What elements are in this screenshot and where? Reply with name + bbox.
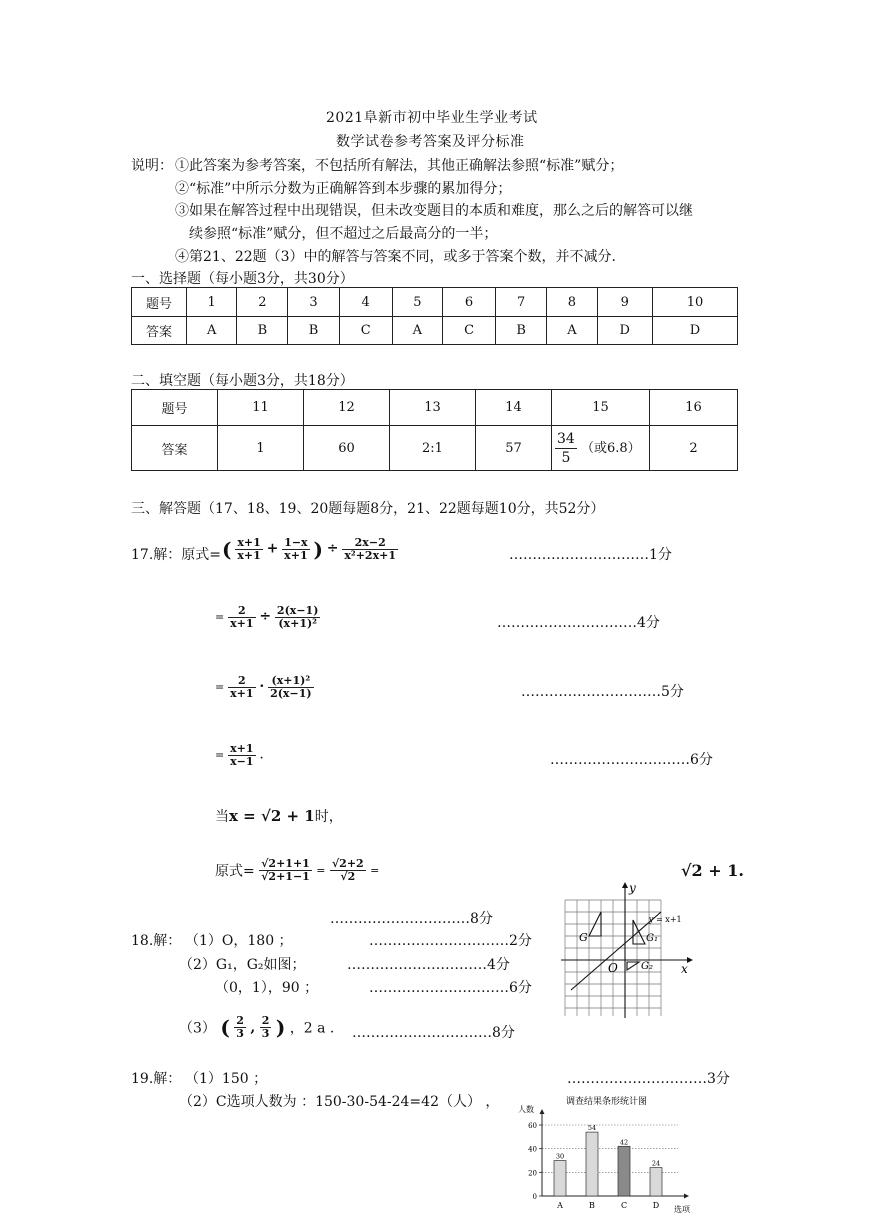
category-label: C xyxy=(620,1201,628,1210)
part-label: （3） xyxy=(179,1020,216,1037)
final-prefix: 原式= xyxy=(215,863,255,880)
table-cell: C xyxy=(443,317,496,345)
frac-num: 2 xyxy=(228,675,255,688)
period: . xyxy=(259,746,264,763)
table-cell: 5 xyxy=(392,288,442,317)
y-tick-label: 20 xyxy=(528,1169,537,1178)
frac-num: 2 xyxy=(228,605,255,618)
table-cell: 1 xyxy=(187,288,237,317)
row-label: 答案 xyxy=(132,317,187,345)
grid-lines xyxy=(565,900,661,1016)
table-cell: B xyxy=(496,317,547,345)
score-line: …………………………8分 xyxy=(352,1025,515,1041)
frac-num: 2 xyxy=(236,1014,244,1027)
score-line: …………………………4分 xyxy=(497,615,660,631)
q19-line2: （2）C选项人数为 ：150-30-54-24=42（人） ， xyxy=(179,1094,500,1110)
score-line: …………………………2分 xyxy=(369,933,532,949)
table-cell: 8 xyxy=(547,288,597,317)
table-cell: 14 xyxy=(476,390,552,426)
table-cell: 2:1 xyxy=(390,426,476,471)
data-label: 24 xyxy=(651,1159,661,1168)
frac-den: 2(x−1) xyxy=(270,687,312,700)
table-cell: 3 xyxy=(288,288,339,317)
frac-num: 2(x−1) xyxy=(276,604,319,617)
score-line: …………………………8分 xyxy=(330,911,493,927)
frac-den: x+1 xyxy=(230,687,254,700)
y-axis-arrow xyxy=(540,1109,545,1114)
frac-den: (x+1)² xyxy=(278,617,317,630)
category-label: B xyxy=(589,1201,595,1210)
category-label: D xyxy=(652,1201,660,1210)
final-result: √2 + 1. xyxy=(681,861,744,880)
table-cell: 12 xyxy=(304,390,390,426)
q18-line2: （2）G₁，G₂如图； xyxy=(179,957,306,973)
q18-line3: （0，1），90 ； xyxy=(215,980,319,996)
x-axis-label: 选项 xyxy=(674,1205,690,1214)
score-line: …………………………6分 xyxy=(550,752,713,768)
bar-B xyxy=(586,1132,598,1196)
y-axis-label: y xyxy=(629,881,636,895)
table-cell: D xyxy=(652,317,737,345)
score-line: …………………………4分 xyxy=(347,957,510,973)
row-label: 题号 xyxy=(132,390,218,426)
frac-num: √2+2 xyxy=(331,857,364,870)
bar-A xyxy=(554,1161,566,1197)
when-suffix: 时， xyxy=(314,809,343,825)
note-item: ④第21、22题（3）中的解答与答案不同，或多于答案个数，并不减分. xyxy=(175,249,616,265)
y-axis-label: 人数 xyxy=(518,1105,534,1114)
part-suffix: ，2 a . xyxy=(289,1020,335,1037)
q17-when xyxy=(215,806,343,826)
table-cell: 15 xyxy=(552,390,650,426)
q17-step4-expr: = $\frac{x+1}{x-1}$ . xyxy=(215,742,264,768)
q18-label: 18.解： xyxy=(131,933,182,949)
plus-sign: + xyxy=(266,540,279,557)
table-cell: 13 xyxy=(390,390,476,426)
bar-C xyxy=(618,1146,630,1196)
frac-num: √2+1+1 xyxy=(261,857,310,870)
alt-answer: （或6.8） xyxy=(580,440,641,456)
q18-line4: （3） ( $\frac{2}{3}$ , $\frac{2}{3}$ ) ，2 a . xyxy=(179,1014,335,1040)
when-expr: x = √2 + 1 xyxy=(229,807,315,825)
chart-title: 调查结果条形统计图 xyxy=(566,1097,648,1107)
table-cell: B xyxy=(288,317,339,345)
note-item: 续参照“标准”赋分，但不超过之后最高分的一半； xyxy=(189,226,498,242)
score-line: …………………………3分 xyxy=(567,1071,730,1087)
data-label: 30 xyxy=(555,1152,565,1161)
q18-line1: （1）O，180 ； xyxy=(185,933,293,949)
q17-step2-expr: = $\frac{2}{x+1}$ ÷ $\frac{2(x-1)}{\text{(x+1)²}}$ xyxy=(215,604,319,630)
section-heading: 二、填空题（每小题3分，共18分） xyxy=(131,373,354,389)
frac-den: 3 xyxy=(261,1027,270,1040)
frac-num: 2x−2 xyxy=(342,537,398,550)
bar-chart xyxy=(512,1094,712,1220)
frac-num: 2 xyxy=(261,1014,270,1027)
score-line: …………………………6分 xyxy=(369,980,532,996)
q17-final: 原式= $\frac{√2+1+1}{√2+1-1}$ = $\frac{√2+2}{√2}$ = xyxy=(215,857,380,883)
notes-label: 说明： xyxy=(131,158,173,174)
table-cell: 7 xyxy=(496,288,547,317)
y-axis-arrow xyxy=(622,882,628,888)
fraction-denominator: 5 xyxy=(561,449,571,466)
score-line: …………………………5分 xyxy=(521,684,684,700)
category-label: A xyxy=(557,1201,563,1210)
frac-num: x+1 xyxy=(237,536,261,549)
section-heading: 三、解答题（17、18、19、20题每题8分，21、22题每题10分，共52分） xyxy=(131,501,605,517)
table-cell: A xyxy=(392,317,442,345)
table-cell-q15 xyxy=(552,426,650,471)
frac-num: x+1 xyxy=(230,742,254,755)
table-cell: A xyxy=(187,317,237,345)
frac-den: x+1 xyxy=(284,549,308,562)
q17-step3-expr: = $\frac{2}{x+1}$ · $\frac{\text{(x+1)²}}{2(x-1)}$ xyxy=(215,674,312,700)
frac-num: (x+1)² xyxy=(268,675,314,688)
frac-den: 3 xyxy=(236,1027,244,1040)
frac-den: √2+1−1 xyxy=(261,870,310,883)
frac-den: √2 xyxy=(340,870,356,883)
q19-line1: （1）150 ； xyxy=(185,1071,268,1087)
origin-label: O xyxy=(608,961,618,975)
x-axis-label: x xyxy=(681,962,688,976)
fraction-numerator: 34 xyxy=(557,430,575,447)
table-cell: C xyxy=(339,317,392,345)
data-label: 42 xyxy=(619,1138,629,1147)
line-label: y = x+1 xyxy=(649,915,682,924)
page-subtitle: 数学试卷参考答案及评分标准 xyxy=(336,134,525,150)
table-cell: 16 xyxy=(650,390,738,426)
table-cell: 4 xyxy=(339,288,392,317)
table-cell: 10 xyxy=(652,288,737,317)
table-cell: 57 xyxy=(476,426,552,471)
note-item: ①此答案为参考答案，不包括所有解法，其他正确解法参照“标准”赋分； xyxy=(175,158,624,174)
frac-den: x+1 xyxy=(230,617,254,630)
frac-den: x−1 xyxy=(230,755,254,768)
score-line: …………………………1分 xyxy=(509,547,672,563)
g1-label: G₁ xyxy=(646,933,658,944)
frac-den: x²+2x+1 xyxy=(344,549,397,562)
x-axis-arrow xyxy=(687,957,693,963)
divide-sign: ÷ xyxy=(326,540,339,557)
q17-step1-expr: ( $\frac{x+1}{x+1}$ + $\frac{1-x}{x+1}$ ) ÷ $\frac{2x-2}{\text{x²+2x+1}}$ xyxy=(222,536,397,562)
y-tick-label: 40 xyxy=(528,1145,537,1154)
when-prefix: 当 xyxy=(215,809,229,825)
frac-den: x+1 xyxy=(237,549,261,562)
g-label: G xyxy=(579,931,588,944)
bar-D xyxy=(650,1168,662,1196)
table-cell: 11 xyxy=(218,390,304,426)
table-cell: 9 xyxy=(597,288,652,317)
table-cell: D xyxy=(597,317,652,345)
x-axis-arrow xyxy=(684,1194,689,1199)
multiply-sign: · xyxy=(259,678,265,695)
coordinate-figure xyxy=(557,880,697,1020)
table-cell: 60 xyxy=(304,426,390,471)
table-cell: B xyxy=(237,317,288,345)
row-label: 题号 xyxy=(132,288,187,317)
q17-label: 17.解：原式= xyxy=(131,547,221,563)
y-tick-label: 0 xyxy=(532,1193,537,1201)
table-cell: 2 xyxy=(650,426,738,471)
row-label: 答案 xyxy=(132,426,218,471)
section-heading: 一、选择题（每小题3分，共30分） xyxy=(131,271,354,287)
fill-answer-table xyxy=(131,389,738,471)
data-label: 54 xyxy=(587,1124,597,1133)
frac-num: 1−x xyxy=(284,536,308,549)
divide-sign: ÷ xyxy=(259,608,272,625)
q19-label: 19.解： xyxy=(131,1071,182,1087)
shape-g1 xyxy=(633,920,645,944)
choice-answer-table xyxy=(131,287,738,345)
y-tick-label: 60 xyxy=(528,1122,537,1130)
note-item: ②“标准”中所示分数为正确解答到本步骤的累加得分； xyxy=(175,181,512,197)
page-title: 2021阜新市初中毕业生学业考试 xyxy=(326,110,538,126)
table-cell: A xyxy=(547,317,597,345)
note-item: ③如果在解答过程中出现错误，但未改变题目的本质和难度，那么之后的解答可以继 xyxy=(175,203,693,219)
g2-label: G₂ xyxy=(641,961,653,972)
table-cell: 1 xyxy=(218,426,304,471)
table-cell: 6 xyxy=(443,288,496,317)
table-cell: 2 xyxy=(237,288,288,317)
